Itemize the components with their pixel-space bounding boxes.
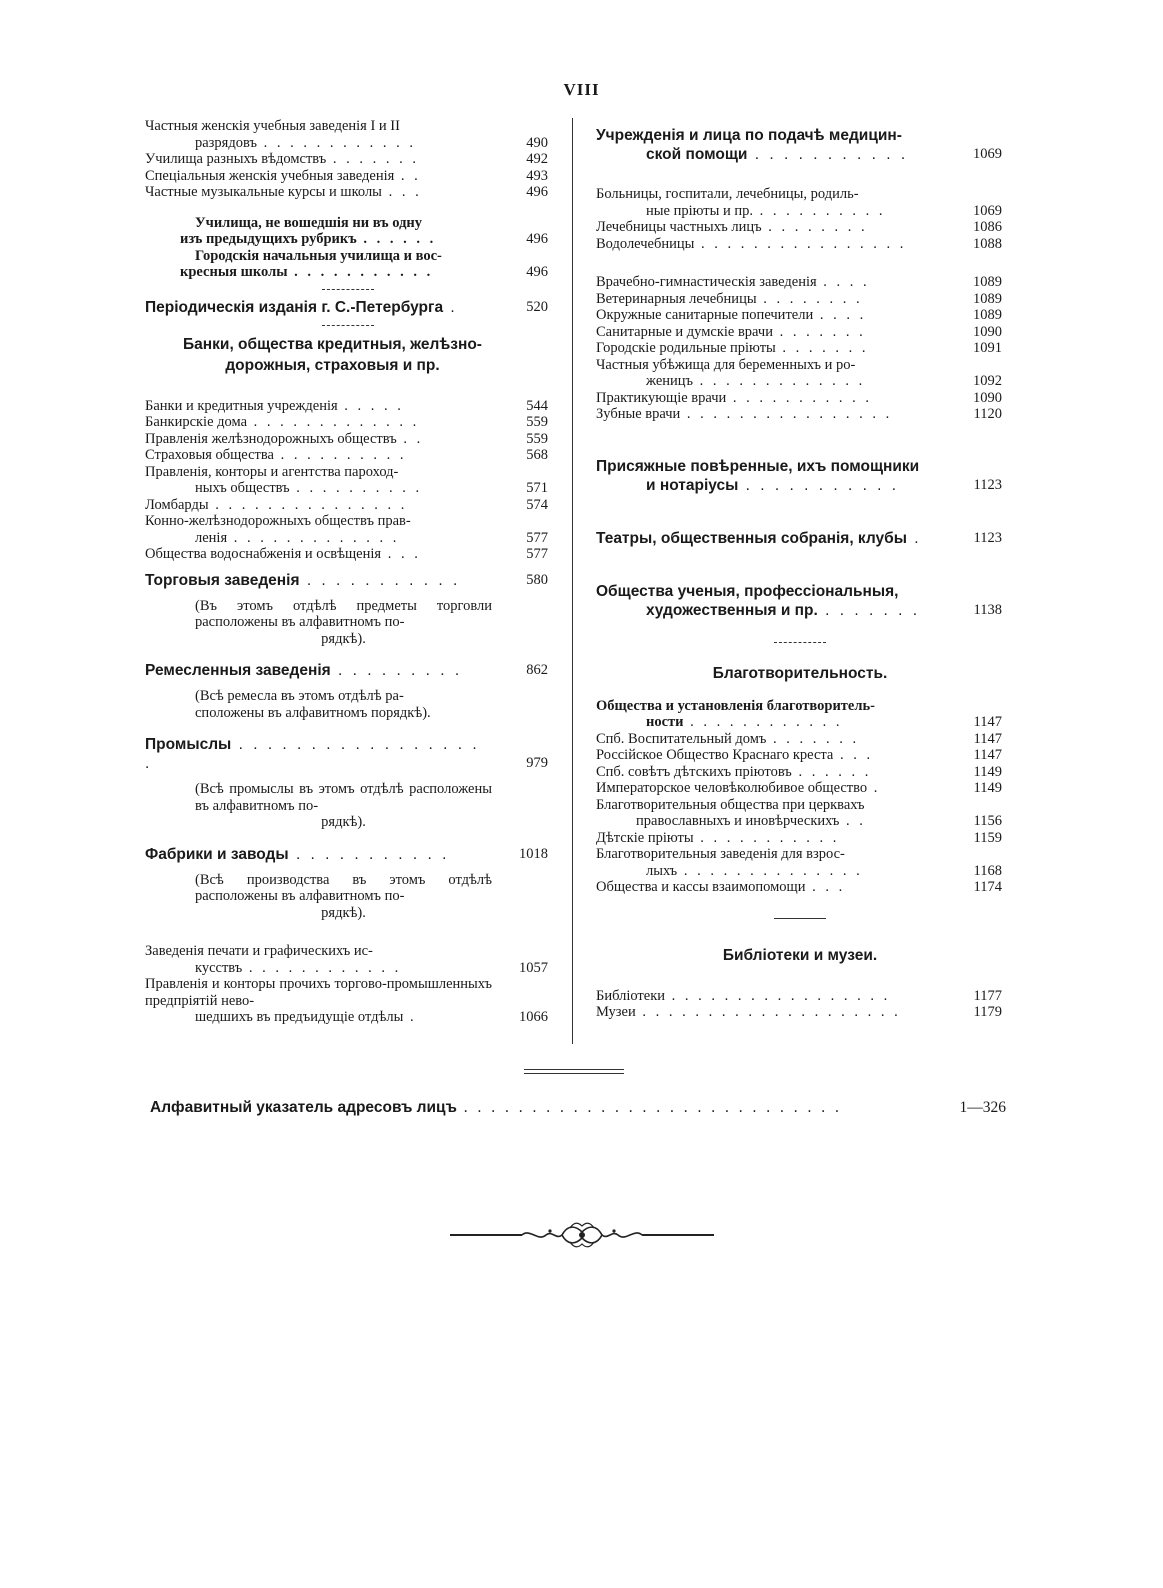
toc-heading-entry[interactable]: Торговыя заведенія . . . . . . . . . . . 580 — [145, 571, 548, 589]
section-note: (Всѣ производства въ этомъ отдѣлѣ расположены въ алфавитномъ по- рядкѣ). — [195, 871, 492, 921]
toc-entry[interactable]: Россійское Общество Краснаго креста . . . 1147 — [596, 747, 1002, 763]
separator — [322, 325, 374, 326]
toc-entry[interactable]: Благотворительныя заведенія для взрос- лыхъ . . . . . . . . . . . . . . 1168 — [596, 846, 1002, 879]
section-heading: Библіотеки и музеи. — [722, 946, 878, 964]
toc-heading-entry[interactable]: Учрежденія и лица по подачѣ медицин- ской помощи . . . . . . . . . . . 1069 — [596, 127, 1002, 163]
toc-entry[interactable]: Училища разныхъ вѣдомствъ . . . . . . . 492 — [145, 151, 548, 167]
toc-entry[interactable]: Окружные санитарные попечители . . . . 1089 — [596, 307, 1002, 323]
toc-entry[interactable]: Правленія, конторы и агентства пароход- ныхъ обществъ . . . . . . . . . . 571 — [145, 463, 548, 496]
toc-heading-entry[interactable]: Театры, общественныя собранія, клубы . 1123 — [596, 529, 1002, 547]
left-column — [145, 118, 550, 1026]
toc-entry[interactable]: Спеціальныя женскія учебныя заведенія . . 493 — [145, 167, 548, 184]
toc-entry[interactable]: Библіотеки . . . . . . . . . . . . . . . . . 1177 — [596, 987, 1002, 1004]
section-heading: Банки, общества кредитныя, желѣзно- дорожныя, страховыя и пр. — [183, 335, 482, 374]
toc-entry[interactable]: Императорское человѣколюбивое общество . 1149 — [596, 780, 1002, 796]
toc-entry[interactable]: Частные музыкальные курсы и школы . . . 496 — [145, 184, 548, 200]
section-heading: Благотворительность. — [712, 664, 888, 682]
toc-entry[interactable]: Заведенія печати и графическихъ ис- кусствъ . . . . . . . . . . . . 1057 — [145, 943, 548, 976]
toc-heading-entry[interactable]: Присяжные повѣренные, ихъ помощники и нотаріусы . . . . . . . . . . . 1123 — [596, 457, 1002, 494]
toc-entry[interactable]: Правленія и конторы прочихъ торгово-промышленныхъ предпріятій нево- шедшихъ въ предъидущіе отдѣлы . 1066 — [145, 976, 548, 1025]
toc-entry[interactable]: Частныя женскія учебныя заведенія I и II разрядовъ . . . . . . . . . . . . 490 — [145, 118, 548, 151]
toc-entry[interactable]: Лечебницы частныхъ лицъ . . . . . . . . 1086 — [596, 219, 1002, 235]
toc-entry[interactable]: Практикующіе врачи . . . . . . . . . . . 1090 — [596, 389, 1002, 406]
toc-entry[interactable]: Водолечебницы . . . . . . . . . . . . . . . . 1088 — [596, 235, 1002, 252]
toc-entry[interactable]: Банкирскіе дома . . . . . . . . . . . . . 559 — [145, 414, 548, 430]
separator — [774, 918, 826, 919]
separator — [774, 642, 826, 643]
toc-entry[interactable]: Городскія начальныя училища и вос- кресныя школы . . . . . . . . . . . 496 — [180, 247, 548, 280]
toc-entry[interactable]: Ветеринарныя лечебницы . . . . . . . . 1089 — [596, 290, 1002, 307]
index-entry[interactable]: Алфавитный указатель адресовъ лицъ . . . . . . . . . . . . . . . . . . . . . . . . . . . . 1—326 — [150, 1099, 1006, 1116]
toc-entry[interactable]: Правленія желѣзнодорожныхъ обществъ . . 559 — [145, 430, 548, 447]
toc-entry[interactable]: Городскіе родильные пріюты . . . . . . . 1091 — [596, 340, 1002, 356]
toc-entry[interactable]: Общества и кассы взаимопомощи . . . 1174 — [596, 879, 1002, 895]
section-note: (Въ этомъ отдѣлѣ предметы торговли расположены въ алфавитномъ по- рядкѣ). — [195, 597, 492, 647]
toc-heading-entry[interactable]: Фабрики и заводы . . . . . . . . . . . 1018 — [145, 845, 548, 863]
toc-heading-entry[interactable]: Промыслы . . . . . . . . . . . . . . . . . . 979 — [145, 736, 548, 772]
column-divider — [572, 118, 573, 1044]
page-number: VIII — [563, 80, 600, 99]
toc-heading-entry[interactable]: Періодическія изданія г. С.-Петербурга . 520 — [145, 298, 548, 316]
ornament-flourish-icon — [450, 1220, 714, 1250]
toc-entry[interactable]: Зубные врачи . . . . . . . . . . . . . . . . 1120 — [596, 406, 1002, 422]
toc-heading-entry[interactable]: Ремесленныя заведенія . . . . . . . . . 862 — [145, 662, 548, 679]
toc-entry[interactable]: Страховыя общества . . . . . . . . . . 568 — [145, 447, 548, 463]
section-note: (Всѣ ремесла въ этомъ отдѣлѣ ра- сположены въ алфавитномъ порядкѣ). — [195, 688, 431, 721]
toc-entry[interactable]: Музеи . . . . . . . . . . . . . . . . . . . . 1179 — [596, 1004, 1002, 1020]
toc-entry[interactable]: Спб. Воспитательный домъ . . . . . . . 1147 — [596, 730, 1002, 747]
toc-entry[interactable]: Больницы, госпитали, лечебницы, родиль- ные пріюты и пр. . . . . . . . . . . 1069 — [596, 186, 1002, 219]
toc-entry[interactable]: Ломбарды . . . . . . . . . . . . . . . 574 — [145, 496, 548, 513]
toc-entry[interactable]: Санитарные и думскіе врачи . . . . . . . 1090 — [596, 323, 1002, 340]
toc-heading-entry[interactable]: Общества ученыя, профессіональныя, художественныя и пр. . . . . . . . 1138 — [596, 582, 1002, 619]
right-column — [596, 118, 1004, 1021]
toc-entry[interactable]: Училища, не вошедшія ни въ одну изъ предыдущихъ рубрикъ . . . . . . 496 — [180, 214, 548, 247]
toc-entry[interactable]: Общества и установленія благотворитель- ности . . . . . . . . . . . . 1147 — [596, 697, 1002, 730]
toc-entry[interactable]: Дѣтскіе пріюты . . . . . . . . . . . 1159 — [596, 829, 1002, 846]
toc-entry[interactable]: Общества водоснабженія и освѣщенія . . . 577 — [145, 546, 548, 562]
toc-entry[interactable]: Спб. совѣтъ дѣтскихъ пріютовъ . . . . . . 1149 — [596, 763, 1002, 780]
separator — [322, 289, 374, 290]
toc-entry[interactable]: Врачебно-гимнастическія заведенія . . . . 1089 — [596, 274, 1002, 290]
toc-entry[interactable]: Благотворительныя общества при церквахъ православныхъ и иновѣрческихъ . . 1156 — [596, 796, 1002, 829]
toc-entry[interactable]: Банки и кредитныя учрежденія . . . . . 544 — [145, 397, 548, 414]
toc-entry[interactable]: Частныя убѣжища для беременныхъ и ро- женицъ . . . . . . . . . . . . . 1092 — [596, 356, 1002, 389]
double-rule — [524, 1069, 624, 1074]
toc-entry[interactable]: Конно-желѣзнодорожныхъ обществъ прав- ленія . . . . . . . . . . . . . 577 — [145, 513, 548, 546]
section-note: (Всѣ промыслы въ этомъ отдѣлѣ расположены въ алфавитномъ по- рядкѣ). — [195, 781, 492, 830]
